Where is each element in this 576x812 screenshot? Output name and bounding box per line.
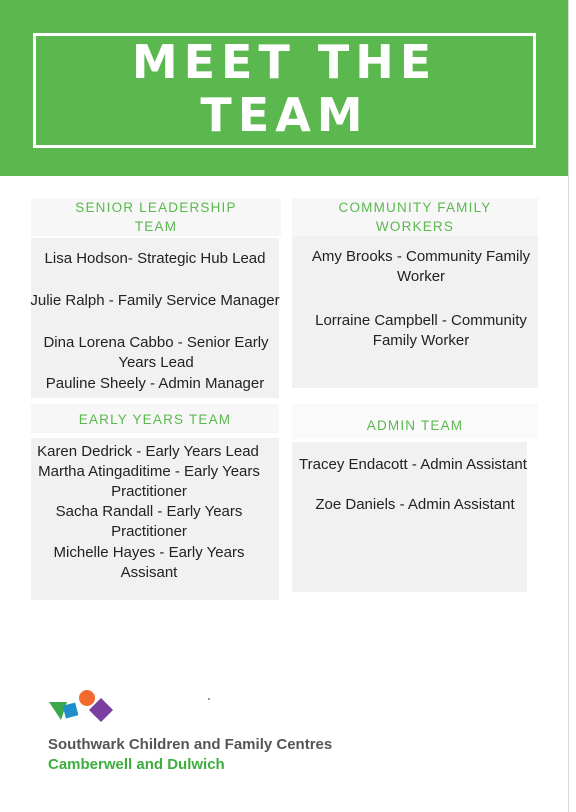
page-title: MEET THE TEAM [131, 35, 438, 142]
team-member: Michelle Hayes - Early Years Assisant [53, 544, 245, 581]
team-member: Tracey Endacott - Admin Assistant [299, 456, 527, 473]
organisation-subtitle: Camberwell and Dulwich [48, 756, 225, 773]
decorative-dot [208, 698, 210, 700]
team-member: Sacha Randall - Early Years Practitioner [55, 503, 243, 540]
team-member: Martha Atingaditime - Early Years Practitioner [38, 463, 260, 500]
senior-leadership-heading: SENIOR LEADERSHIP TEAM [31, 198, 281, 236]
team-member: Julie Ralph - Family Service Manager [30, 292, 280, 309]
community-workers-heading: COMMUNITY FAMILY WORKERS [292, 198, 538, 236]
admin-team-heading: ADMIN TEAM [292, 404, 538, 439]
team-member: Karen Dedrick - Early Years Lead [37, 443, 259, 460]
shapes-logo-icon [47, 688, 117, 728]
team-member: Amy Brooks - Community Family Worker [311, 248, 531, 285]
team-member: Lisa Hodson- Strategic Hub Lead [44, 250, 266, 267]
early-years-heading: EARLY YEARS TEAM [31, 404, 279, 433]
organisation-name: Southwark Children and Family Centres [48, 736, 333, 753]
team-member: Pauline Sheely - Admin Manager [45, 375, 265, 392]
team-member: Dina Lorena Cabbo - Senior Early Years Lead [43, 334, 269, 371]
team-member: Lorraine Campbell - Community Family Worker [315, 312, 527, 349]
team-member: Zoe Daniels - Admin Assistant [315, 496, 515, 513]
